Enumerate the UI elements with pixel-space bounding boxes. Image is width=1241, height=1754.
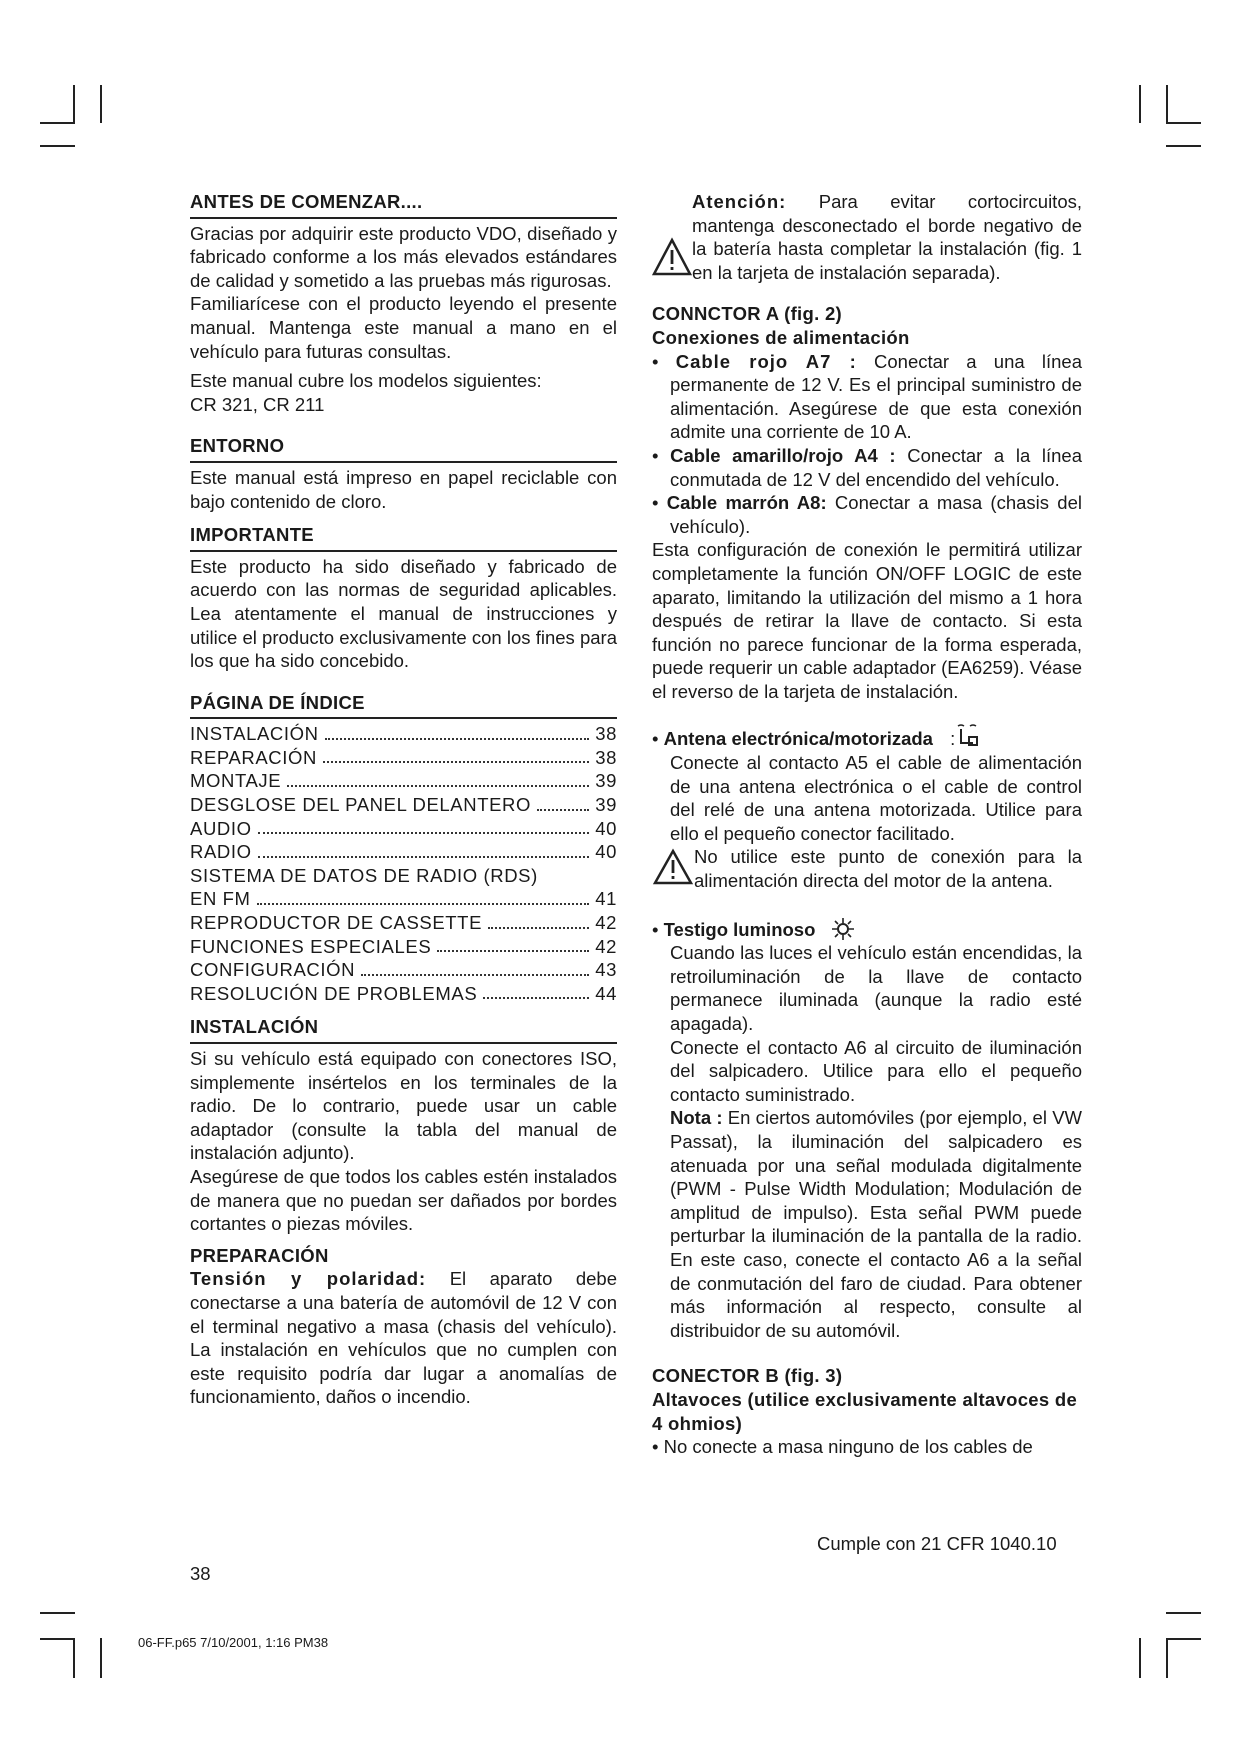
antenna-paragraph: Conecte al contacto A5 el cable de alimentación de una antena electrónica o el cable de control del relé de una antena motorizada. Utilice para ello el pequeño conector facilitado. [670,752,1082,844]
toc-entry: AUDIO 40 [190,817,617,839]
installation-paragraph: Si su vehículo está equipado con conectores ISO, simplemente insértelos en los terminales de la radio. De lo contrario, puede usar un cable adaptador (consulte la tabla del manual de instalación adjunto). [190,1048,617,1164]
toc-entry: SISTEMA DE DATOS DE RADIO (RDS) [190,864,538,886]
table-of-contents [190,722,617,1005]
intro-heading: ANTES DE COMENZAR.... [190,190,617,219]
installation-paragraph: Asegúrese de que todos los cables estén instalados de manera que no puedan ser dañados por bordes cortantes o piezas móviles. [190,1165,617,1235]
toc-entry: INSTALACIÓN 38 [190,723,617,745]
connector-a-heading: CONNCTOR A (fig. 2) [652,303,843,325]
toc-entry: EN FM 41 [190,888,617,910]
important-heading: IMPORTANTE [190,523,617,552]
models-list: CR 321, CR 211 [190,393,325,415]
antenna-warning: No utilice este punto de conexión para la alimentación directa del motor de la antena. [652,845,1082,892]
right-column [652,190,1082,1459]
connector-a-subheading: Conexiones de alimentación [652,326,910,348]
preparation-paragraph: Tensión y polaridad: El aparato debe conectarse a una batería de automóvil de 12 V con el terminal negativo a masa (chasis del vehículo). La instalación en vehículos que no cumplen con este requisito podría dar lugar a anomalías de funcionamiento, daños o incendio. [190,1268,617,1408]
environment-heading: ENTORNO [190,434,617,463]
installation-heading: INSTALACIÓN [190,1015,617,1044]
toc-entry: MONTAJE 39 [190,770,617,792]
compliance-note: Cumple con 21 CFR 1040.10 [817,1533,1057,1554]
page-number: 38 [190,1563,211,1584]
toc-entry: REPARACIÓN 38 [190,746,617,768]
models-paragraph: Este manual cubre los modelos siguientes: [190,370,542,392]
important-paragraph: Este producto ha sido diseñado y fabricado de acuerdo con las normas de seguridad aplicables. Lea atentamente el manual de instrucciones y utilice el producto exclusivamente con los fines para los que ha sido concebido. [190,555,617,672]
lamp-paragraph: Conecte el contacto A6 al circuito de iluminación del salpicadero. Utilice para ello el pequeño contacto suministrado. [670,1036,1082,1105]
intro-paragraph: Familiarícese con el producto leyendo el presente manual. Mantenga este manual a mano en el vehículo para futuras consultas. [190,293,617,362]
config-paragraph: Esta configuración de conexión le permitirá utilizar completamente la función ON/OFF LOGIC de este aparato, limitando la utilización del mismo a 1 hora después de retirar la llave de contacto. Si esta función no parece funcionar de la forma esperada, puede requerir un cable adaptador (EA6259). Véase el reverso de la tarjeta de instalación. [652,539,1082,702]
warning-triangle-icon [652,190,692,284]
toc-entry: CONFIGURACIÓN 43 [190,959,617,981]
attention-paragraph: Atención: Para evitar cortocircuitos, mantenga desconectado el borde negativo de la batería hasta completar la instalación (fig. 1 en la tarjeta de instalación separada). [692,191,1082,283]
lamp-paragraph: Cuando las luces el vehículo están encendidas, la retroiluminación de la llave de contacto permanece iluminada (aunque la radio esté apagada). [670,942,1082,1034]
intro-paragraph: Gracias por adquirir este producto VDO, diseñado y fabricado conforme a los más elevados estándares de calidad y sometido a las pruebas más rigurosas. [190,222,617,291]
left-column [190,190,617,1409]
cable-a4-item: • Cable amarillo/rojo A4 : Conectar a la línea conmutada de 12 V del encendido del vehículo. [652,444,1082,490]
preparation-heading: PREPARACIÓN [190,1244,329,1266]
toc-entry: RADIO 40 [190,841,617,863]
toc-entry: REPRODUCTOR DE CASSETTE 42 [190,912,617,934]
toc-entry: FUNCIONES ESPECIALES 42 [190,935,617,957]
antenna-item: • Antena electrónica/motorizada : [652,723,1082,751]
cable-a7-item: • Cable rojo A7 : Conectar a una línea permanente de 12 V. Es el principal suministro de alimentación. Asegúrese de que esta conexión admite una corriente de 10 A. [652,350,1082,443]
antenna-icon [955,723,981,749]
toc-entry: DESGLOSE DEL PANEL DELANTERO 39 [190,794,617,816]
toc-entry: RESOLUCIÓN DE PROBLEMAS 44 [190,982,617,1004]
file-stamp: 06-FF.p65 7/10/2001, 1:16 PM38 [138,1635,329,1650]
toc-heading: PÁGINA DE ÍNDICE [190,691,617,720]
note-paragraph: Nota : En ciertos automóviles (por ejemplo, el VW Passat), la iluminación del salpicadero es atenuada por una señal modulada digitalmente (PWM - Pulse Width Modulation; Modulación de amplitud de impulso). Esta señal PWM puede perturbar la iluminación de la pantalla de la radio. En este caso, conecte el contacto A6 a la señal de conmutación del faro de ciudad. Para obtener más información al respecto, consulte al distribuidor de su automóvil. [670,1107,1082,1341]
light-icon [831,917,855,941]
attention-block [652,190,1082,284]
cable-a8-item: • Cable marrón A8: Conectar a masa (chasis del vehículo). [652,492,1082,537]
warning-triangle-icon [652,845,694,889]
environment-paragraph: Este manual está impreso en papel reciclable con bajo contenido de cloro. [190,466,617,512]
connector-b-subheading: Altavoces (utilice exclusivamente altavoces de 4 ohmios) [652,1388,1078,1434]
lamp-item: • Testigo luminoso [652,917,1082,942]
connector-b-item: • No conecte a masa ninguno de los cables de [652,1436,1033,1458]
connector-b-heading: CONECTOR B (fig. 3) [652,1365,843,1387]
